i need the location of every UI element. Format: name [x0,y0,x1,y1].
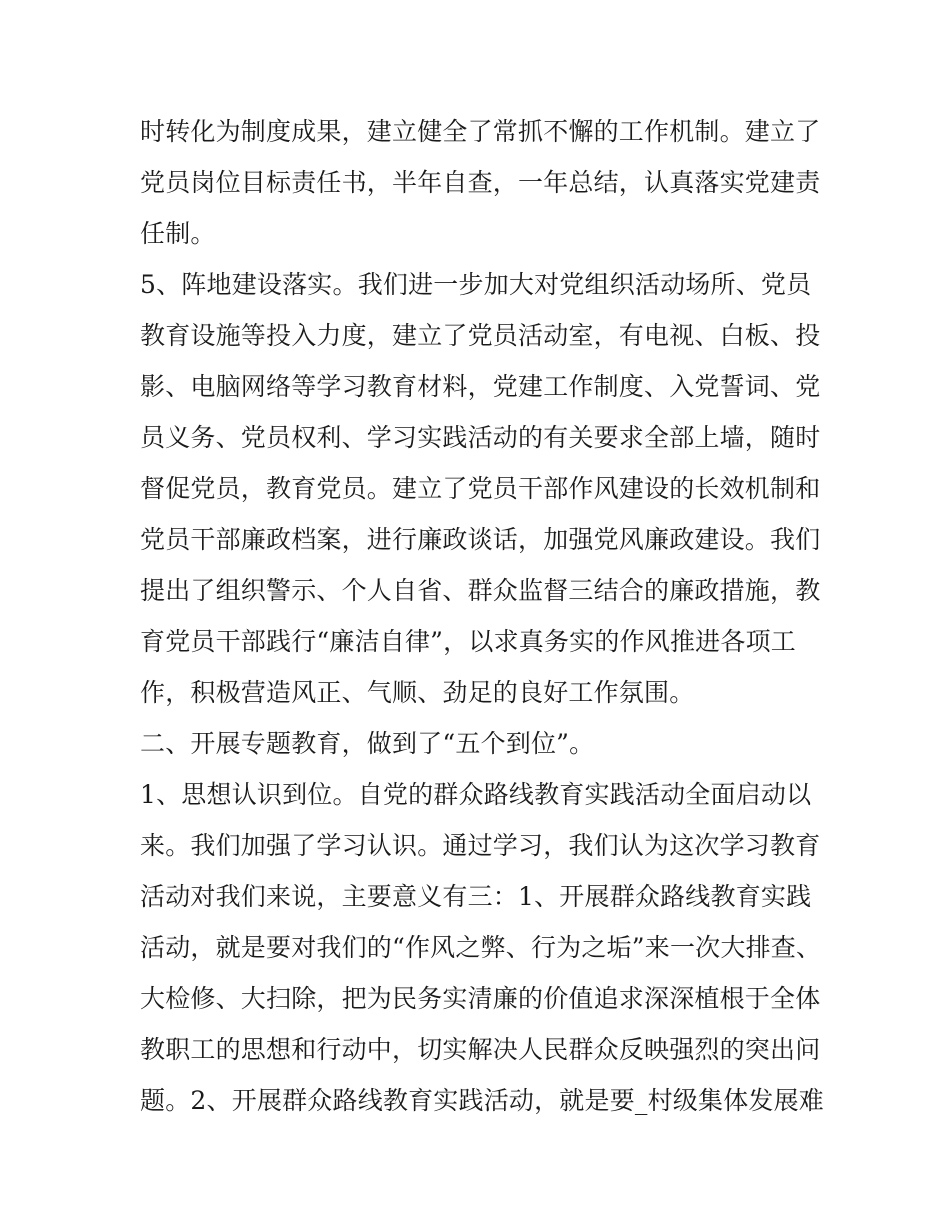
text-line: 5、阵地建设落实。我们进一步加大对党组织活动场所、党员 [140,270,812,299]
text-line: 教职工的思想和行动中，切实解决人民群众反映强烈的突出问 [140,1035,821,1064]
text-line: 时转化为制度成果，建立健全了常抓不懈的工作机制。建立了 [140,117,821,146]
text-line: 作，积极营造风正、气顺、劲足的良好工作氛围。 [140,678,695,707]
text-line: 提出了组织警示、个人自省、群众监督三结合的廉政措施，教 [140,576,821,605]
text-line: 党员岗位目标责任书，半年自查，一年总结，认真落实党建责 [140,168,821,197]
text-line: 活动对我们来说，主要意义有三：1、开展群众路线教育实践 [140,882,812,911]
text-line: 1、思想认识到位。自党的群众路线教育实践活动全面启动以 [140,780,812,809]
text-line: 来。我们加强了学习认识。通过学习，我们认为这次学习教育 [140,831,821,860]
text-line: 题。2、开展群众路线教育实践活动，就是要_村级集体发展难 [140,1086,825,1115]
section-heading: 二、开展专题教育，做到了“五个到位”。 [140,729,595,758]
document-body [140,106,825,1126]
text-line: 督促党员，教育党员。建立了党员干部作风建设的长效机制和 [140,474,821,503]
text-line: 员义务、党员权利、学习实践活动的有关要求全部上墙，随时 [140,423,821,452]
text-line: 党员干部廉政档案，进行廉政谈话，加强党风廉政建设。我们 [140,525,821,554]
text-line: 育党员干部践行“廉洁自律”，以求真务实的作风推进各项工 [140,627,796,656]
text-line: 教育设施等投入力度，建立了党员活动室，有电视、白板、投 [140,321,821,350]
text-line: 活动，就是要对我们的“作风之弊、行为之垢”来一次大排查、 [140,933,822,962]
text-line: 大检修、大扫除，把为民务实清廉的价值追求深深植根于全体 [140,984,821,1013]
text-line: 任制。 [140,219,216,248]
text-line: 影、电脑网络等学习教育材料，党建工作制度、入党誓词、党 [140,372,821,401]
